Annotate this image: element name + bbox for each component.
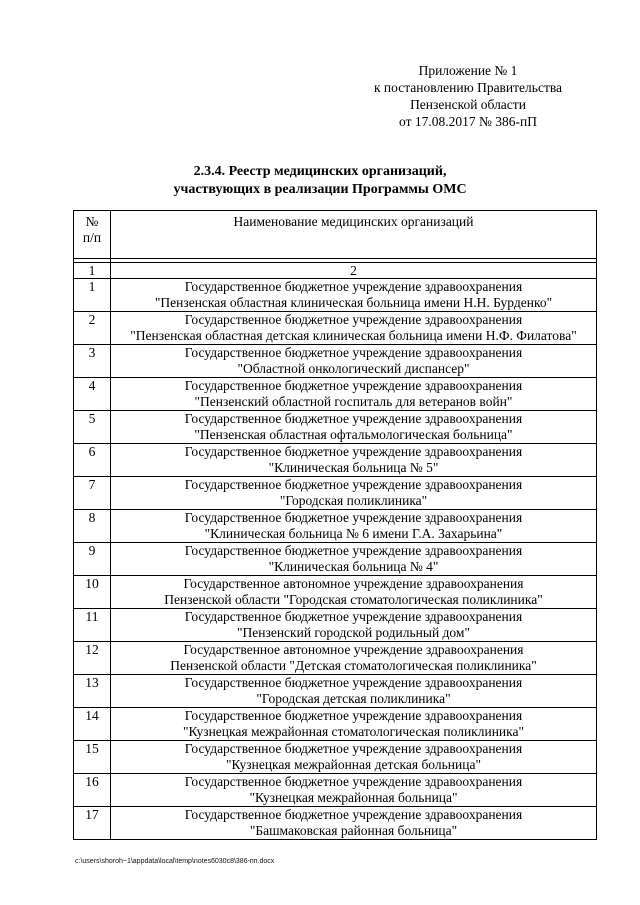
row-number-cell: 3 (74, 345, 111, 378)
row-number-cell: 16 (74, 774, 111, 807)
organization-name-cell (111, 312, 597, 345)
organization-name-line: "Кузнецкая межрайонная стоматологическая поликлиника" (182, 724, 525, 739)
organization-type-line: Государственное автономное учреждение здравоохранения (183, 576, 524, 591)
table-row (74, 642, 597, 675)
appendix-line: к постановлению Правительства (373, 80, 563, 95)
registry-table (73, 210, 597, 840)
organization-name-cell (111, 774, 597, 807)
organization-name-cell (111, 708, 597, 741)
column-index-cell: 1 (74, 263, 111, 279)
organization-type-line: Государственное бюджетное учреждение здравоохранения (184, 444, 523, 459)
appendix-line: Пензенской области (410, 97, 526, 112)
table-row (74, 708, 597, 741)
header-num-line: № (85, 214, 99, 229)
organization-name-cell (111, 741, 597, 774)
column-index-row (74, 263, 597, 279)
organization-type-line: Государственное бюджетное учреждение здравоохранения (184, 477, 523, 492)
table-row (74, 378, 597, 411)
appendix-line: от 17.08.2017 № 386-пП (399, 114, 537, 129)
header-num-line: п/п (82, 230, 102, 245)
organization-type-line: Государственное бюджетное учреждение здравоохранения (184, 609, 523, 624)
header-name-cell (111, 211, 597, 259)
table-row (74, 675, 597, 708)
row-number-cell: 12 (74, 642, 111, 675)
organization-name-line: "Областной онкологический диспансер" (237, 361, 470, 376)
row-number-cell: 9 (74, 543, 111, 576)
table-row (74, 411, 597, 444)
row-number-cell: 14 (74, 708, 111, 741)
organization-type-line: Государственное бюджетное учреждение здравоохранения (184, 741, 523, 756)
organization-name-line: "Городская детская поликлиника" (256, 691, 451, 706)
organization-type-line: Государственное бюджетное учреждение здравоохранения (184, 312, 523, 327)
table-row (74, 807, 597, 840)
organization-name-line: Пензенской области "Городская стоматологическая поликлиника" (164, 592, 543, 607)
organization-name-line: "Пензенский областной госпиталь для ветеранов войн" (194, 394, 513, 409)
row-number-cell: 1 (74, 279, 111, 312)
row-number-cell: 2 (74, 312, 111, 345)
organization-name-cell (111, 807, 597, 840)
organization-name-cell (111, 543, 597, 576)
organization-type-line: Государственное бюджетное учреждение здравоохранения (184, 279, 523, 294)
organization-type-line: Государственное бюджетное учреждение здравоохранения (184, 510, 523, 525)
file-path-footer: c:\users\shoroh~1\appdata\local\temp\notes6030c8\386-пп.docx (75, 858, 275, 865)
row-number-cell: 17 (74, 807, 111, 840)
row-number-cell: 5 (74, 411, 111, 444)
organization-name-cell (111, 279, 597, 312)
organization-type-line: Государственное бюджетное учреждение здравоохранения (184, 675, 523, 690)
column-index-cell: 2 (111, 263, 597, 279)
row-number-cell: 15 (74, 741, 111, 774)
row-number-cell: 11 (74, 609, 111, 642)
organization-name-line: Пензенской области "Детская стоматологическая поликлиника" (170, 658, 537, 673)
table-row (74, 609, 597, 642)
organization-name-line: "Городская поликлиника" (279, 493, 428, 508)
organization-name-line: "Пензенский городской родильный дом" (237, 625, 470, 640)
organization-name-cell (111, 411, 597, 444)
row-number-cell: 13 (74, 675, 111, 708)
table-row (74, 774, 597, 807)
row-number-cell: 6 (74, 444, 111, 477)
appendix-line: Приложение № 1 (418, 63, 518, 78)
table-row (74, 576, 597, 609)
table-row (74, 543, 597, 576)
organization-type-line: Государственное автономное учреждение здравоохранения (183, 642, 524, 657)
organization-type-line: Государственное бюджетное учреждение здравоохранения (184, 345, 523, 360)
organization-name-cell (111, 609, 597, 642)
organization-name-cell (111, 510, 597, 543)
organization-name-cell (111, 444, 597, 477)
organization-name-cell (111, 675, 597, 708)
organization-name-cell (111, 477, 597, 510)
organization-name-line: "Кузнецкая межрайонная детская больница" (226, 757, 481, 772)
organization-name-cell (111, 642, 597, 675)
table-row (74, 510, 597, 543)
table-row (74, 477, 597, 510)
header-num-cell (74, 211, 111, 259)
row-number-cell: 10 (74, 576, 111, 609)
organization-name-cell (111, 576, 597, 609)
organization-name-line: "Пензенская областная офтальмологическая больница" (194, 427, 513, 442)
organization-type-line: Государственное бюджетное учреждение здравоохранения (184, 708, 523, 723)
organization-name-cell (111, 345, 597, 378)
table-header-row (74, 211, 597, 259)
organization-name-line: "Клиническая больница № 5" (268, 460, 439, 475)
appendix-block (348, 62, 588, 130)
title-line-2: участвующих в реализации Программы ОМС (173, 182, 467, 197)
table-row (74, 345, 597, 378)
organization-type-line: Государственное бюджетное учреждение здравоохранения (184, 543, 523, 558)
organization-name-cell (111, 378, 597, 411)
organization-type-line: Государственное бюджетное учреждение здравоохранения (184, 378, 523, 393)
title-line-1: 2.3.4. Реестр медицинских организаций, (193, 164, 447, 179)
table-row (74, 312, 597, 345)
row-number-cell: 8 (74, 510, 111, 543)
table-row (74, 741, 597, 774)
organization-type-line: Государственное бюджетное учреждение здравоохранения (184, 774, 523, 789)
table-row (74, 279, 597, 312)
table-row (74, 444, 597, 477)
organization-name-line: "Башмаковская районная больница" (249, 823, 458, 838)
organization-name-line: "Пензенская областная детская клиническая больница имени Н.Ф. Филатова" (130, 328, 577, 343)
header-name-text: Наименование медицинских организаций (233, 214, 474, 229)
organization-type-line: Государственное бюджетное учреждение здравоохранения (184, 807, 523, 822)
organization-name-line: "Пензенская областная клиническая больница имени Н.Н. Бурденко" (154, 295, 553, 310)
row-number-cell: 7 (74, 477, 111, 510)
organization-name-line: "Клиническая больница № 4" (268, 559, 439, 574)
document-title (0, 163, 640, 199)
organization-name-line: "Клиническая больница № 6 имени Г.А. Захарьина" (204, 526, 503, 541)
row-number-cell: 4 (74, 378, 111, 411)
organization-type-line: Государственное бюджетное учреждение здравоохранения (184, 411, 523, 426)
organization-name-line: "Кузнецкая межрайонная больница" (249, 790, 458, 805)
